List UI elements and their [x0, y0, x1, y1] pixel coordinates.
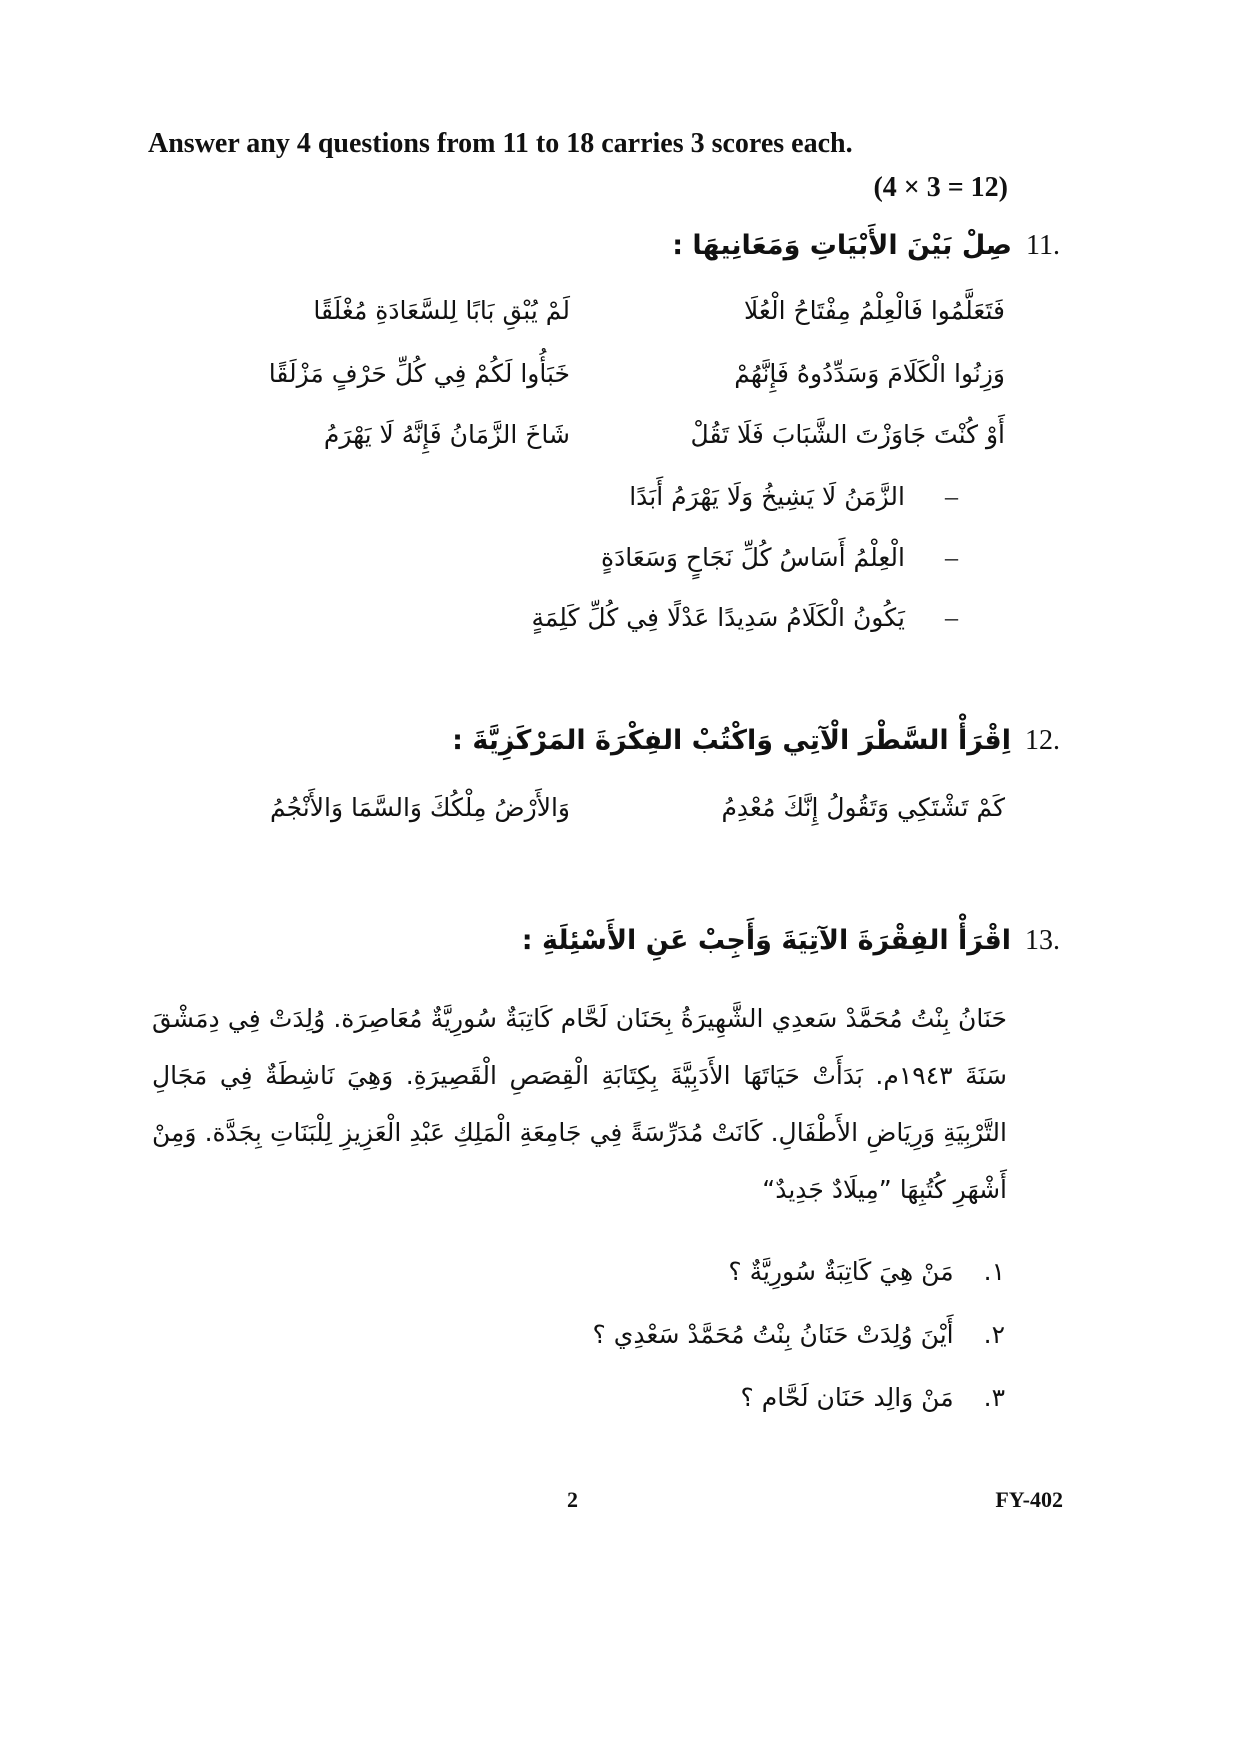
choice-dash: –	[945, 482, 958, 511]
q11-choice-1	[258, 482, 958, 512]
q13-question-2	[305, 1320, 1005, 1349]
question-13-header	[160, 925, 1060, 957]
question-12-header	[160, 725, 1060, 757]
q13-question-1-text: مَنْ هِيَ كَاتِبَةٌ سُورِيَّةٌ ؟	[728, 1257, 954, 1286]
q11-choice-3	[258, 603, 958, 633]
q13-question-1-number: ١.	[983, 1257, 1005, 1286]
instructions-text: Answer any 4 questions from 11 to 18 carries 3 scores each.	[148, 128, 853, 159]
q11-verse-3-second: شَاخَ الزَّمَانُ فَإِنَّهُ لَا يَهْرَمُ	[323, 420, 570, 449]
q11-verse-3-first: أَوْ كُنْتَ جَاوَزْتَ الشَّبَابَ فَلَا تَقُلْ	[690, 420, 1005, 449]
q13-question-3	[305, 1383, 1005, 1412]
question-12-title: اِقْرَأْ السَّطْرَ الْآتِي وَاكْتُبْ الفِكْرَةَ المَرْكَزِيَّةَ :	[452, 725, 1011, 756]
question-13-number: 13.	[1025, 925, 1060, 956]
q13-question-2-number: ٢.	[983, 1320, 1005, 1349]
choice-dash: –	[945, 543, 958, 572]
q12-verse-first: كَمْ تَشْتَكِي وَتَقُولُ إِنَّكَ مُعْدِمُ	[721, 793, 1005, 822]
q11-verse-1-second: لَمْ يُبْقِ بَابًا لِلسَّعَادَةِ مُغْلَقًا	[313, 296, 570, 325]
q13-question-3-text: مَنْ وَالِد حَنَان لَحَّام ؟	[740, 1383, 954, 1412]
exam-code: FY-402	[995, 1487, 1063, 1512]
q11-verse-2-first: وَزِنُوا الْكَلَامَ وَسَدِّدُوهُ فَإِنَّهُمْ	[734, 359, 1005, 388]
page-number: 2	[567, 1487, 578, 1512]
choice-dash: –	[945, 603, 958, 632]
q11-choice-2	[258, 543, 958, 573]
q13-paragraph: حَنَانُ بِنْتُ مُحَمَّدْ سَعدِي الشَّهِيرَةُ بِحَنَان لَحَّام كَاتِبَةٌ سُورِيَّةٌ مُعَاصِرَة. وُلِدَتْ فِي دِمَشْقَ سَنَةَ ١٩٤٣م. بَدَأَتْ حَيَاتَهَا الأَدَبِيَّةَ بِكِتَابَةِ الْقِصَصِ الْقَصِيرَةِ. وَهِيَ نَاشِطَةٌ فِي مَجَالِ التَّرْبِيَةِ وَرِيَاضِ الأَطْفَالِ. كَانَتْ مُدَرِّسَةً فِي جَامِعَةِ الْمَلِكِ عَبْدِ الْعَزِيزِ لِلْبَنَاتِ بِجَدَّة. وَمِنْ أَشْهَرِ كُتُبِهَا ”مِيلَادٌ جَدِيدٌ“	[152, 1004, 1007, 1204]
q11-choice-1-text: الزَّمَنُ لَا يَشِيخُ وَلَا يَهْرَمُ أَبَدًا	[629, 482, 905, 511]
q12-verse-second: وَالأَرْضُ مِلْكُكَ وَالسَّمَا وَالأَنْجُمُ	[270, 793, 570, 822]
q13-question-3-number: ٣.	[983, 1383, 1005, 1412]
q11-verse-2-second: خَبَأُوا لَكُمْ فِي كُلِّ حَرْفٍ مَزْلَقًا	[268, 359, 570, 388]
q13-question-1	[305, 1257, 1005, 1286]
question-12-number: 12.	[1025, 725, 1060, 756]
q11-choice-2-text: الْعِلْمُ أَسَاسُ كُلِّ نَجَاحٍ وَسَعَادَةٍ	[601, 543, 905, 572]
question-11-header	[160, 230, 1060, 262]
q11-choice-3-text: يَكُونُ الْكَلَامُ سَدِيدًا عَدْلًا فِي كُلِّ كَلِمَةٍ	[531, 603, 905, 632]
q11-verse-1-first: فَتَعَلَّمُوا فَالْعِلْمُ مِفْتَاحُ الْعُلَا	[743, 296, 1005, 325]
q13-question-2-text: أَيْنَ وُلِدَتْ حَنَانُ بِنْتُ مُحَمَّدْ سَعْدِي ؟	[592, 1320, 954, 1349]
question-11-title: صِلْ بَيْنَ الأَبْيَاتِ وَمَعَانِيهَا :	[672, 230, 1013, 261]
question-13-title: اقْرَأْ الفِقْرَةَ الآتِيَةَ وَأَجِبْ عَنِ الأَسْئِلَةِ :	[521, 925, 1011, 956]
score-summary: (4 × 3 = 12)	[873, 172, 1008, 203]
question-11-number: 11.	[1026, 230, 1060, 261]
